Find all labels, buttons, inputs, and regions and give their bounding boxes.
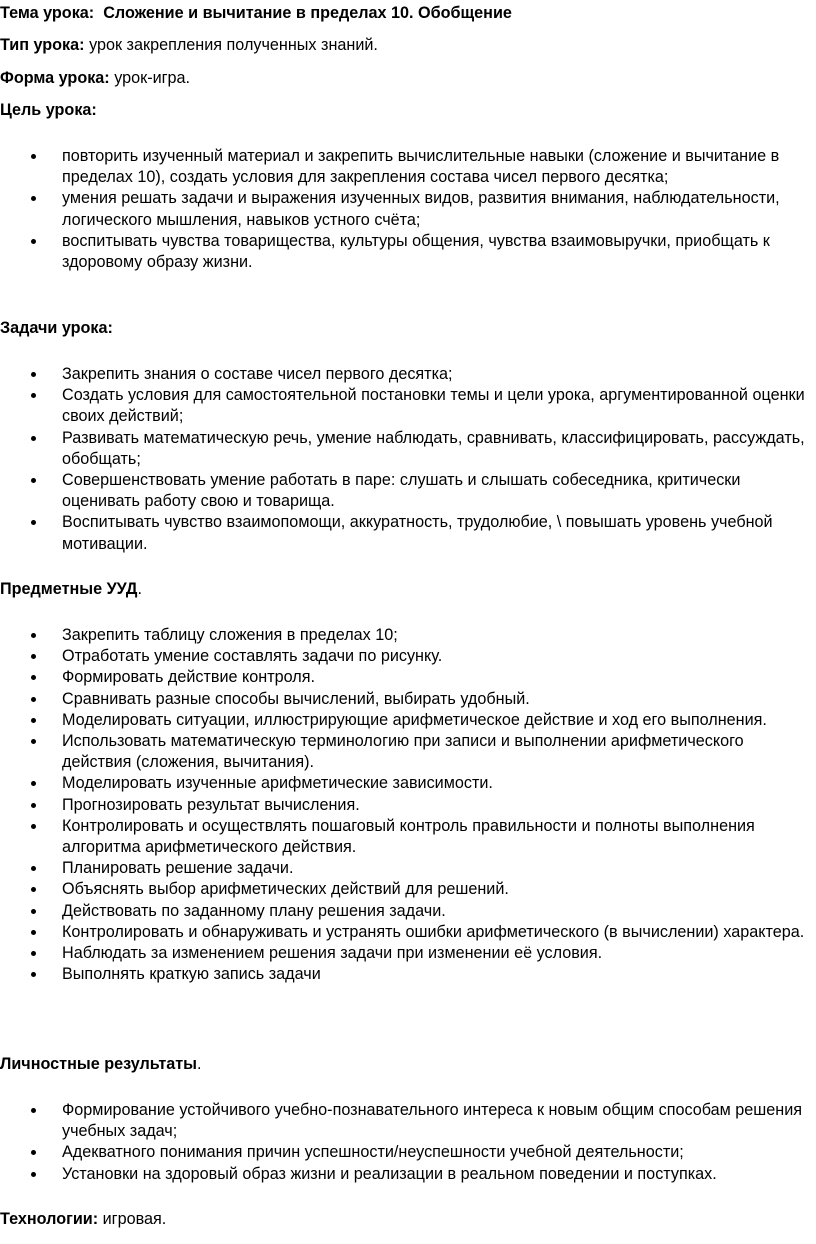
list-item bbox=[0, 364, 816, 385]
tasks-heading: Задачи урока: bbox=[0, 319, 113, 337]
lesson-type-value: урок закрепления полученных знаний. bbox=[89, 36, 378, 54]
list-item-text: повторить изученный материал и закрепить вычислительные навыки (сложение и вычитание в пределах 10), создать условия для закрепления состава чисел первого десятка; bbox=[62, 147, 780, 187]
bullet-icon bbox=[31, 1172, 36, 1177]
list-item bbox=[0, 773, 816, 794]
lesson-topic bbox=[0, 3, 512, 24]
bullet-icon bbox=[31, 951, 36, 956]
list-item-text: Закрепить таблицу сложения в пределах 10; bbox=[62, 626, 398, 644]
list-item-text: Планировать решение задачи. bbox=[62, 859, 294, 878]
bullet-icon bbox=[31, 824, 36, 829]
lesson-form-value: урок-игра. bbox=[114, 69, 191, 87]
bullet-icon bbox=[31, 697, 36, 702]
goal-list bbox=[0, 146, 816, 273]
list-item bbox=[0, 1100, 816, 1142]
bullet-icon bbox=[31, 718, 36, 723]
bullet-icon bbox=[31, 1108, 36, 1113]
list-item bbox=[0, 964, 816, 985]
list-item bbox=[0, 731, 816, 773]
bullet-icon bbox=[31, 654, 36, 659]
tasks-list bbox=[0, 364, 816, 555]
bullet-icon bbox=[31, 866, 36, 871]
list-item-text: Моделировать изученные арифметические зависимости. bbox=[62, 774, 493, 793]
list-item bbox=[0, 146, 816, 188]
list-item bbox=[0, 188, 816, 230]
list-item bbox=[0, 795, 816, 816]
list-item bbox=[0, 689, 816, 710]
list-item-text: Закрепить знания о составе чисел первого десятка; bbox=[62, 365, 453, 383]
lesson-topic-value: Сложение и вычитание в пределах 10. Обобщение bbox=[103, 4, 512, 22]
list-item bbox=[0, 667, 816, 688]
list-item bbox=[0, 1142, 816, 1163]
list-item-text: Адекватного понимания причин успешности/неуспешности учебной деятельности; bbox=[62, 1143, 684, 1162]
bullet-icon bbox=[31, 520, 36, 525]
lesson-topic-label: Тема урока: bbox=[0, 4, 95, 22]
list-item bbox=[0, 470, 816, 512]
bullet-icon bbox=[31, 393, 36, 398]
technologies bbox=[0, 1209, 166, 1230]
bullet-icon bbox=[31, 803, 36, 808]
list-item bbox=[0, 922, 816, 943]
personal-list bbox=[0, 1100, 816, 1185]
list-item bbox=[0, 231, 816, 273]
list-item-text: Прогнозировать результат вычисления. bbox=[62, 795, 360, 814]
list-item bbox=[0, 710, 816, 731]
technologies-value: игровая. bbox=[102, 1210, 167, 1228]
bullet-icon bbox=[31, 436, 36, 441]
list-item-text: Формирование устойчивого учебно-познавательного интереса к новым общим способам решения учебных задач; bbox=[62, 1101, 803, 1141]
bullet-icon bbox=[31, 196, 36, 201]
bullet-icon bbox=[31, 781, 36, 786]
list-item bbox=[0, 879, 816, 900]
bullet-icon bbox=[31, 239, 36, 244]
bullet-icon bbox=[31, 972, 36, 977]
list-item-text: Создать условия для самостоятельной постановки темы и цели урока, аргументированной оценки своих действий; bbox=[62, 386, 805, 426]
bullet-icon bbox=[31, 675, 36, 680]
bullet-icon bbox=[31, 887, 36, 892]
list-item bbox=[0, 646, 816, 667]
bullet-icon bbox=[31, 909, 36, 914]
list-item-text: Контролировать и осуществлять пошаговый контроль правильности и полноты выполнения алгоритма арифметического действия. bbox=[62, 816, 755, 857]
lesson-type-label: Тип урока: bbox=[0, 36, 85, 54]
list-item-text: Контролировать и обнаруживать и устранять ошибки арифметического (в вычислении) характера. bbox=[62, 922, 805, 941]
list-item-text: Установки на здоровый образ жизни и реализации в реальном поведении и поступках. bbox=[62, 1164, 717, 1183]
subject-heading-suffix: . bbox=[137, 580, 142, 598]
list-item-text: Действовать по заданному плану решения задачи. bbox=[62, 901, 446, 920]
list-item-text: Формировать действие контроля. bbox=[62, 668, 316, 687]
list-item bbox=[0, 385, 816, 427]
list-item bbox=[0, 858, 816, 879]
list-item-text: умения решать задачи и выражения изученных видов, развития внимания, наблюдательности, логического мышления, навыков устного счёта; bbox=[62, 189, 780, 229]
personal-heading-label: Личностные результаты bbox=[0, 1055, 198, 1073]
bullet-icon bbox=[31, 1150, 36, 1155]
personal-heading bbox=[0, 1054, 202, 1075]
list-item bbox=[0, 428, 816, 470]
list-item bbox=[0, 1164, 816, 1185]
lesson-form-label: Форма урока: bbox=[0, 69, 110, 87]
personal-heading-suffix: . bbox=[197, 1055, 202, 1073]
list-item bbox=[0, 943, 816, 964]
subject-heading bbox=[0, 579, 142, 600]
bullet-icon bbox=[31, 372, 36, 377]
goal-heading: Цель урока: bbox=[0, 101, 97, 119]
bullet-icon bbox=[31, 154, 36, 159]
list-item-text: воспитывать чувства товарищества, культуры общения, чувства взаимовыручки, приобщать к здоровому образу жизни. bbox=[62, 231, 770, 272]
lesson-form bbox=[0, 68, 190, 89]
technologies-label: Технологии: bbox=[0, 1210, 99, 1228]
bullet-icon bbox=[31, 930, 36, 935]
list-item-text: Отработать умение составлять задачи по рисунку. bbox=[62, 647, 443, 666]
subject-list bbox=[0, 625, 816, 985]
list-item-text: Воспитывать чувство взаимопомощи, аккуратность, трудолюбие, \ повышать уровень учебной мотивации. bbox=[62, 513, 773, 553]
list-item-text: Наблюдать за изменением решения задачи при изменении её условия. bbox=[62, 944, 603, 963]
list-item bbox=[0, 512, 816, 554]
list-item-text: Объяснять выбор арифметических действий для решений. bbox=[62, 880, 509, 899]
list-item-text: Совершенствовать умение работать в паре: слушать и слышать собеседника, критически оценивать работу свою и товарища. bbox=[62, 471, 741, 511]
bullet-icon bbox=[31, 633, 36, 638]
bullet-icon bbox=[31, 478, 36, 483]
list-item-text: Моделировать ситуации, иллюстрирующие арифметическое действие и ход его выполнения. bbox=[62, 710, 767, 729]
list-item-text: Использовать математическую терминологию при записи и выполнении арифметического действия (сложения, вычитания). bbox=[62, 732, 744, 772]
lesson-type bbox=[0, 35, 378, 56]
list-item bbox=[0, 625, 816, 646]
list-item bbox=[0, 901, 816, 922]
bullet-icon bbox=[31, 739, 36, 744]
list-item-text: Развивать математическую речь, умение наблюдать, сравнивать, классифицировать, рассуждать, обобщать; bbox=[62, 428, 805, 468]
subject-heading-label: Предметные УУД bbox=[0, 580, 138, 598]
list-item-text: Выполнять краткую запись задачи bbox=[62, 965, 321, 984]
list-item-text: Сравнивать разные способы вычислений, выбирать удобный. bbox=[62, 689, 530, 708]
list-item bbox=[0, 816, 816, 858]
